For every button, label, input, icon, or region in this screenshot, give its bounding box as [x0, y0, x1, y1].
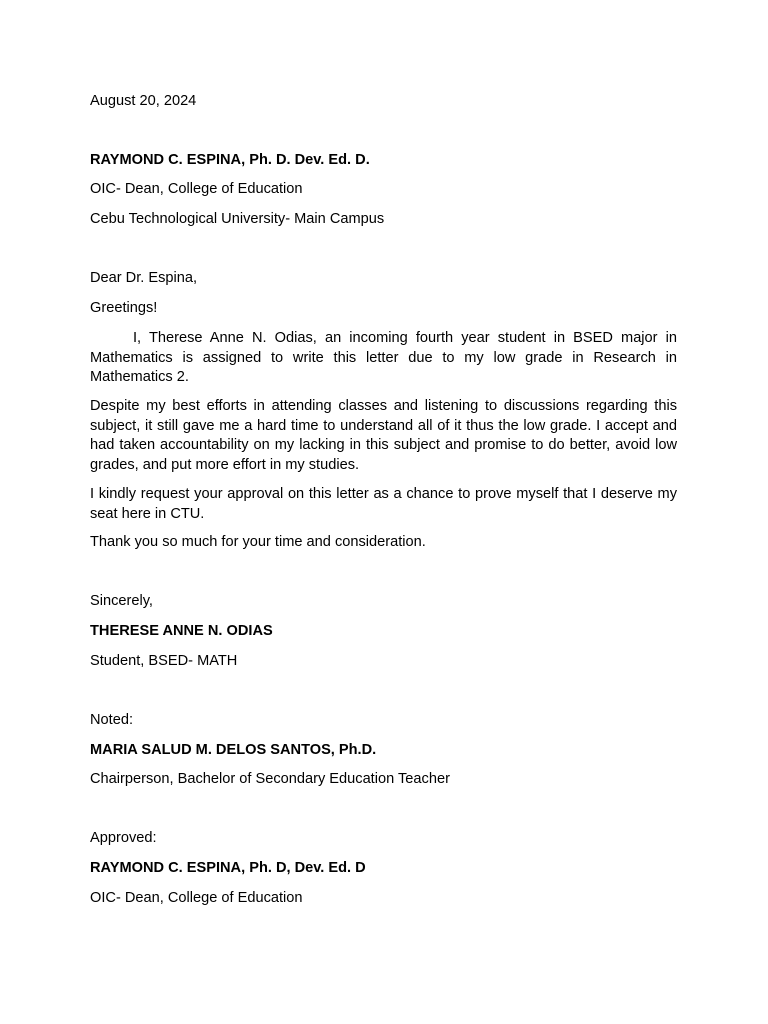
- body-paragraph-1: I, Therese Anne N. Odias, an incoming fourth year student in BSED major in Mathematics is assigned to write this letter due to my low grade in Research in Mathematics 2.: [90, 330, 677, 385]
- noted-name: MARIA SALUD M. DELOS SANTOS, Ph.D.: [90, 742, 377, 758]
- noted-label: Noted:: [90, 712, 133, 728]
- sender-title: Student, BSED- MATH: [90, 653, 238, 669]
- approved-title: OIC- Dean, College of Education: [90, 890, 303, 906]
- recipient-institution: Cebu Technological University- Main Campus: [90, 211, 385, 227]
- recipient-name: RAYMOND C. ESPINA, Ph. D. Dev. Ed. D.: [90, 152, 370, 168]
- closing: Sincerely,: [90, 593, 153, 609]
- approved-name: RAYMOND C. ESPINA, Ph. D, Dev. Ed. D: [90, 860, 366, 876]
- sender-name: THERESE ANNE N. ODIAS: [90, 623, 273, 639]
- approved-label: Approved:: [90, 830, 157, 846]
- letter-date: August 20, 2024: [90, 93, 197, 109]
- body-paragraph-3: I kindly request your approval on this letter as a chance to prove myself that I deserve my seat here in CTU.: [90, 486, 677, 522]
- greeting: Greetings!: [90, 300, 158, 316]
- noted-title: Chairperson, Bachelor of Secondary Education Teacher: [90, 771, 450, 787]
- salutation: Dear Dr. Espina,: [90, 270, 198, 286]
- body-paragraph-4: Thank you so much for your time and consideration.: [90, 534, 426, 550]
- body-paragraph-2: Despite my best efforts in attending classes and listening to discussions regarding this subject, it still gave me a hard time to understand all of it thus the low grade. I accept and had taken accountability on my lacking in this subject and promise to do better, avoid low grades, and put more effort in my studies.: [90, 398, 677, 473]
- recipient-position: OIC- Dean, College of Education: [90, 181, 303, 197]
